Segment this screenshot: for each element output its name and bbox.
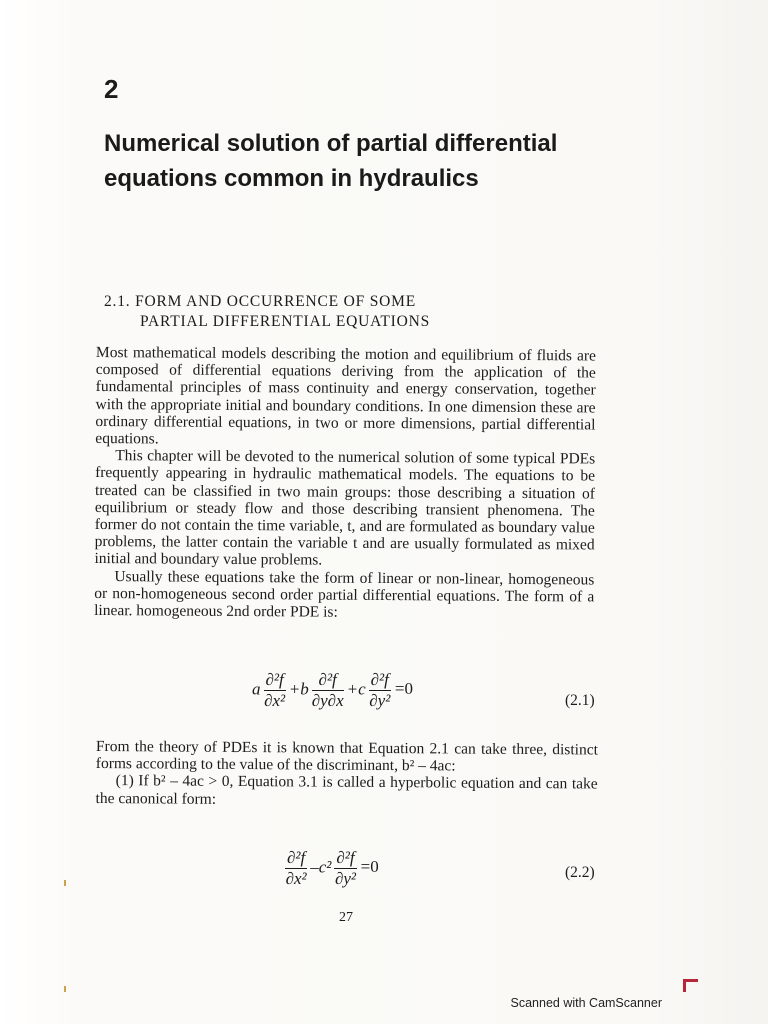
eq1-rhs: =0: [394, 679, 413, 699]
paragraph-4: From the theory of PDEs it is known that Equation 2.1 can take three, distinct forms according to the value of the discriminant, b² – 4ac:: [95, 738, 598, 775]
eq2-fraction-1: [285, 848, 307, 889]
eq2-term2-num: ∂²f: [336, 848, 355, 867]
eq1-fraction-1: [264, 670, 286, 711]
eq1-term1-num: ∂²f: [265, 670, 284, 689]
eq2-term2-den: ∂y²: [334, 869, 357, 888]
eq2-term1-den: ∂x²: [285, 869, 307, 888]
scanner-watermark: Scanned with CamScanner: [510, 996, 662, 1010]
eq1-term3-den: ∂y²: [369, 691, 391, 710]
equation-2-2: [0, 848, 768, 908]
chapter-number: 2: [104, 74, 119, 104]
paragraph-1: Most mathematical models describing the motion and equilibrium of fluids are composed of differential equations deriving from the application of the fundamental principles of mass continuity and energy conservation, together with the appropriate initial and boundary conditions. In one dimension these are ordinary differential equations, in two or more dimensions, partial differential equations.: [95, 344, 596, 448]
eq1-op1: +b: [288, 679, 309, 699]
equation-label-2-1: (2.1): [565, 692, 595, 709]
eq2-rhs: =0: [360, 857, 379, 877]
equation-2-1: [0, 670, 768, 730]
eq2-term1-num: ∂²f: [287, 848, 306, 867]
page-number: 27: [339, 910, 353, 925]
eq2-fraction-2: [334, 848, 356, 889]
eq2-op1: –c²: [310, 857, 332, 877]
chapter-title: Numerical solution of partial differential equations common in hydraulics: [104, 130, 558, 192]
equation-2-2-expression: [282, 848, 380, 889]
paragraph-2: This chapter will be devoted to the numerical solution of some typical PDEs frequently appearing in hydraulic mathematical models. The equations to be treated can be classified in two main groups: those describing a situation of equilibrium or steady flow and those describing transient phenomena. The former do not contain the time variable, t, and are formulated as boundary value problems, the latter contain the variable t and are usually formulated as mixed initial and boundary value problems.: [94, 447, 596, 570]
equation-2-1-expression: [252, 670, 414, 711]
eq1-term1-den: ∂x²: [264, 691, 286, 710]
paragraph-3: Usually these equations take the form of linear or non-linear, homogeneous or non-homogeneous second order partial differential equations. The form of a linear. homogeneous 2nd order PDE is:: [94, 567, 595, 621]
eq1-term3-num: ∂²f: [370, 670, 389, 689]
eq1-fraction-2: [312, 670, 344, 711]
eq1-coef-a: a: [252, 679, 261, 699]
section-heading-line1: 2.1. FORM AND OCCURRENCE OF SOME: [104, 293, 416, 310]
section-heading: [104, 292, 524, 332]
body-text-block-1: [94, 344, 596, 623]
eq1-op2: +c: [346, 679, 366, 699]
eq1-term2-den: ∂y∂x: [311, 691, 344, 710]
paragraph-5: (1) If b² – 4ac > 0, Equation 3.1 is called a hyperbolic equation and can take the canonical form:: [95, 772, 598, 808]
camscanner-corner-mark: [683, 979, 698, 992]
body-text-block-2: [96, 738, 598, 810]
equation-label-2-2: (2.2): [565, 864, 595, 881]
edge-speck: [64, 880, 66, 886]
edge-speck: [64, 986, 66, 992]
eq1-term2-num: ∂²f: [312, 670, 344, 691]
eq1-fraction-3: [369, 670, 391, 711]
section-heading-line2: PARTIAL DIFFERENTIAL EQUATIONS: [140, 313, 431, 330]
